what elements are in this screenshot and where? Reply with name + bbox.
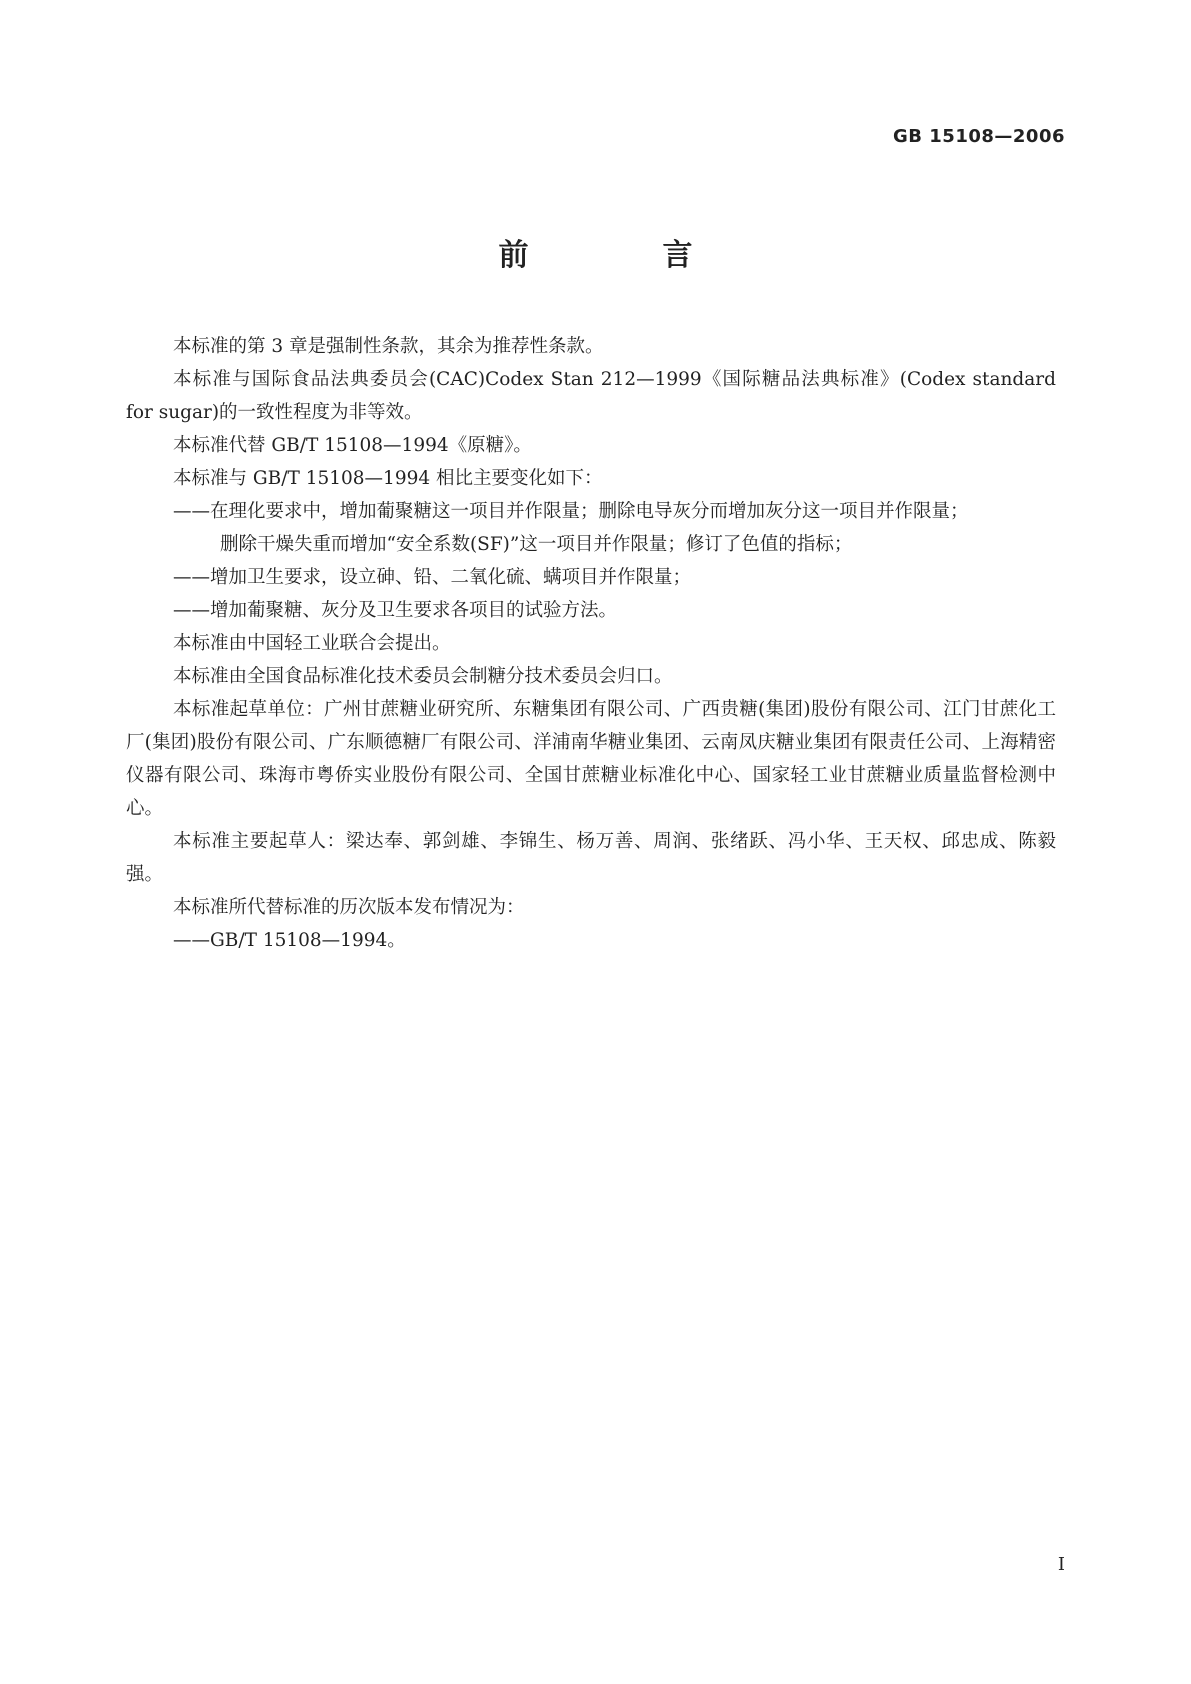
paragraph-committee: 本标准由全国食品标准化技术委员会制糖分技术委员会归口。 [173, 666, 673, 687]
page-title: 前 言 [498, 238, 745, 273]
paragraph-changes-intro: 本标准与 GB/T 15108—1994 相比主要变化如下： [173, 468, 603, 489]
foreword-body [126, 330, 1056, 957]
paragraph-mandatory-clause: 本标准的第 3 章是强制性条款，其余为推荐性条款。 [173, 336, 604, 357]
change-item-test-methods: ——增加葡聚糖、灰分及卫生要求各项目的试验方法。 [173, 600, 618, 621]
change-item-hygiene: ——增加卫生要求，设立砷、铅、二氧化硫、螨项目并作限量； [173, 567, 692, 588]
paragraph-drafters: 本标准主要起草人：梁达奉、郭剑雄、李锦生、杨万善、周润、张绪跃、冯小华、王天权、邱忠成、陈毅强。 [126, 831, 1056, 885]
change-item-physicochemical: ——在理化要求中，增加葡聚糖这一项目并作限量；删除电导灰分而增加灰分这一项目并作限量； [173, 501, 969, 522]
paragraph-replaces: 本标准代替 GB/T 15108—1994《原糖》。 [173, 435, 532, 456]
paragraph-drafting-units: 本标准起草单位：广州甘蔗糖业研究所、东糖集团有限公司、广西贵糖(集团)股份有限公司、江门甘蔗化工厂(集团)股份有限公司、广东顺德糖厂有限公司、洋浦南华糖业集团、云南凤庆糖业集团有限责任公司、上海精密仪器有限公司、珠海市粤侨实业股份有限公司、全国甘蔗糖业标准化中心、国家轻工业甘蔗糖业质量监督检测中心。 [126, 699, 1056, 819]
paragraph-proposer: 本标准由中国轻工业联合会提出。 [173, 633, 451, 654]
change-item-physicochemical-continued: 删除干燥失重而增加“安全系数(SF)”这一项目并作限量；修订了色值的指标； [220, 534, 853, 555]
standard-code: GB 15108—2006 [893, 126, 1065, 147]
page-number: I [1057, 1554, 1065, 1575]
paragraph-consistency: 本标准与国际食品法典委员会(CAC)Codex Stan 212—1999《国际糖品法典标准》(Codex standard for sugar)的一致性程度为非等效。 [126, 369, 1056, 423]
history-item: ——GB/T 15108—1994。 [173, 930, 406, 951]
paragraph-history-intro: 本标准所代替标准的历次版本发布情况为： [173, 897, 525, 918]
